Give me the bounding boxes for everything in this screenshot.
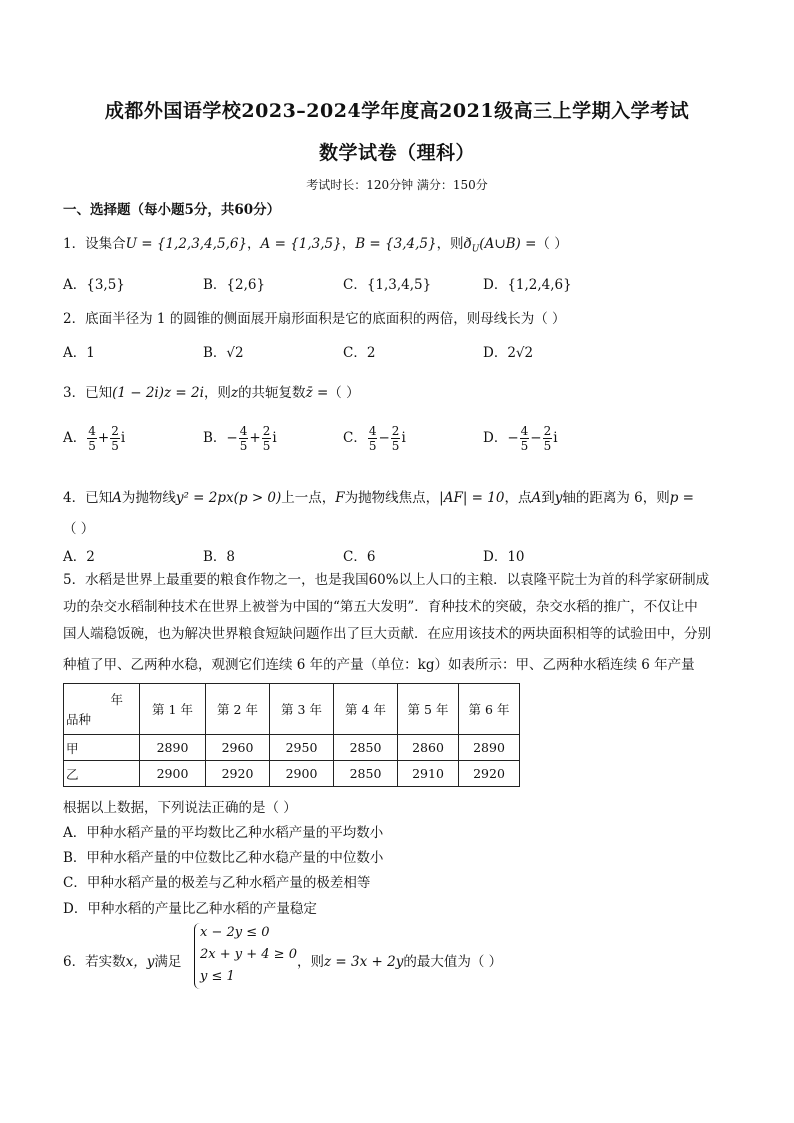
q4-option-b: B．8 bbox=[203, 549, 236, 565]
q1-complement: ð bbox=[463, 236, 472, 252]
q6-then: ，则 bbox=[297, 954, 324, 970]
num: 4 bbox=[239, 424, 248, 438]
table-cell: 2850 bbox=[334, 735, 398, 761]
constraint-3: y ≤ 1 bbox=[200, 969, 235, 984]
q4-blank: （ ） bbox=[63, 521, 95, 537]
question-4 bbox=[63, 486, 694, 506]
question-2: 2．底面半径为 1 的圆锥的侧面展开扇形面积是它的底面积的两倍，则母线长为（ ） bbox=[63, 311, 566, 327]
yield-table bbox=[63, 683, 520, 787]
q4-focus: F bbox=[335, 490, 345, 506]
table-header: 第 4 年 bbox=[334, 684, 398, 735]
table-row bbox=[64, 735, 520, 761]
q3-option-a bbox=[63, 424, 125, 453]
q1-text: 1．设集合 bbox=[63, 236, 126, 252]
table-cell: 2910 bbox=[398, 761, 459, 787]
q6-satisfy: 满足 bbox=[154, 954, 182, 970]
constraint-2: 2x + y + 4 ≥ 0 bbox=[200, 947, 297, 962]
q5-option-d: D．甲种水稻的产量比乙种水稻的产量稳定 bbox=[63, 901, 317, 917]
num: 4 bbox=[368, 424, 377, 438]
q3-a-i: i bbox=[120, 430, 126, 446]
q3-d-frac1 bbox=[520, 424, 530, 453]
q5-line-1: 5．水稻是世界上最重要的粮食作物之一，也是我国60%以上人口的主粮．以袁隆平院士为首的科学家研制成 bbox=[63, 572, 710, 588]
q3-option-c bbox=[343, 424, 406, 453]
q1-option-d: D．{1,2,4,6} bbox=[483, 277, 572, 293]
den: 5 bbox=[391, 439, 400, 453]
q3-conjugate: z̄ = bbox=[305, 385, 329, 401]
q1-set-u: U = {1,2,3,4,5,6} bbox=[125, 236, 248, 252]
q4-p: p = bbox=[669, 490, 694, 506]
q1-set-a: A = {1,3,5} bbox=[260, 236, 342, 252]
q5-line-3: 国人端稳饭碗，也为解决世界粮食短缺问题作出了巨大贡献．在应用该技术的两块面积相等的试验田中，分别 bbox=[63, 626, 711, 642]
den: 5 bbox=[262, 439, 271, 453]
table-cell: 2890 bbox=[140, 735, 206, 761]
table-cell: 2860 bbox=[398, 735, 459, 761]
q4-text4: 为抛物线焦点， bbox=[344, 490, 440, 506]
question-6 bbox=[63, 950, 181, 970]
section-heading: 一、选择题（每小题5分，共60分） bbox=[63, 202, 281, 218]
q3-d-frac2 bbox=[543, 424, 553, 453]
table-header: 第 2 年 bbox=[206, 684, 270, 735]
q5-line-4: 种植了甲、乙两种水稳，观测它们连续 6 年的产量（单位：kg）如表所示：甲、乙两种水稻连续 6 年产量 bbox=[63, 657, 695, 673]
q3-blank: （ ） bbox=[328, 385, 360, 401]
table-header: 第 6 年 bbox=[459, 684, 520, 735]
table-cell: 2890 bbox=[459, 735, 520, 761]
num: 2 bbox=[111, 424, 119, 438]
q5-option-c: C．甲种水稻产量的极差与乙种水稻产量的极差相等 bbox=[63, 875, 371, 891]
q5-option-b: B．甲种水稻产量的中位数比乙种水稳产量的中位数小 bbox=[63, 850, 384, 866]
den: 5 bbox=[543, 439, 552, 453]
den: 5 bbox=[368, 439, 377, 453]
den: 5 bbox=[239, 439, 248, 453]
num: 4 bbox=[88, 424, 96, 438]
q4-parabola: y² = 2px(p > 0) bbox=[175, 490, 282, 506]
q3-d-i: i bbox=[553, 430, 558, 446]
q5-line-2: 功的杂交水稻制种技术在世界上被誉为中国的“第五大发明”．育种技术的突破，杂交水稻的推广，不仅让中 bbox=[63, 599, 698, 615]
q3-equation: (1 − 2i)z = 2i bbox=[112, 385, 204, 401]
row-label: 乙 bbox=[64, 761, 140, 787]
q3-z: z bbox=[230, 385, 239, 401]
table-corner bbox=[64, 684, 140, 735]
exam-title-line1: 成都外国语学校2023–2024学年度高2021级高三上学期入学考试 bbox=[104, 100, 690, 122]
table-row bbox=[64, 761, 520, 787]
q3-a-label: A． bbox=[63, 430, 87, 446]
q4-distance: |AF| = 10 bbox=[439, 490, 505, 506]
den: 5 bbox=[111, 439, 119, 453]
table-cell: 2950 bbox=[270, 735, 334, 761]
table-cell: 2920 bbox=[206, 761, 270, 787]
table-cell: 2850 bbox=[334, 761, 398, 787]
q4-text3: 上一点， bbox=[281, 490, 336, 506]
q1-set-b: B = {3,4,5} bbox=[355, 236, 437, 252]
q5-option-a: A．甲种水稻产量的平均数比乙种水稻产量的平均数小 bbox=[63, 825, 384, 841]
q3-text: 3．已知 bbox=[63, 385, 113, 401]
q3-a-frac1 bbox=[87, 424, 97, 453]
q4-text7: 轴的距离为 6，则 bbox=[562, 490, 670, 506]
q1-sep: ， bbox=[247, 236, 261, 252]
table-header: 第 1 年 bbox=[140, 684, 206, 735]
question-3 bbox=[63, 381, 360, 401]
q3-b-sign: − bbox=[226, 430, 238, 446]
table-header: 第 5 年 bbox=[398, 684, 459, 735]
q1-option-c: C．{1,3,4,5} bbox=[343, 277, 432, 293]
q3-d-label: D． bbox=[483, 430, 508, 446]
exam-title-line2: 数学试卷（理科） bbox=[318, 142, 475, 164]
q3-a-op: + bbox=[97, 430, 110, 446]
q1-blank: （ ） bbox=[536, 236, 568, 252]
q6-blank: 的最大值为（ ） bbox=[403, 954, 503, 970]
q3-option-d bbox=[483, 424, 558, 453]
q2-option-d: D．2√2 bbox=[483, 345, 534, 361]
q4-option-a: A．2 bbox=[63, 549, 95, 565]
q3-c-label: C． bbox=[343, 430, 367, 446]
q1-sep2: ， bbox=[341, 236, 356, 252]
q1-then: ，则 bbox=[436, 236, 464, 252]
q1-option-b: B．{2,6} bbox=[203, 277, 266, 293]
q3-c-frac1 bbox=[368, 424, 378, 453]
q1-option-a: A．{3,5} bbox=[63, 277, 125, 293]
q2-option-b: B．√2 bbox=[203, 345, 244, 361]
table-header-row bbox=[64, 684, 520, 735]
q4-text: 4．已知 bbox=[63, 490, 113, 506]
q2-option-a: A．1 bbox=[63, 345, 95, 361]
table-cell: 2900 bbox=[140, 761, 206, 787]
q3-b-frac1 bbox=[239, 424, 249, 453]
num: 2 bbox=[391, 424, 400, 438]
corner-variety: 品种 bbox=[66, 712, 92, 727]
q6-function: z = 3x + 2y bbox=[324, 954, 404, 970]
table-cell: 2960 bbox=[206, 735, 270, 761]
q1-union: (A∪B) = bbox=[479, 236, 537, 252]
den: 5 bbox=[88, 439, 96, 453]
q4-text2: 为抛物线 bbox=[121, 490, 176, 506]
q6-vars: x，y bbox=[125, 954, 155, 970]
q4-y-axis: y bbox=[554, 490, 563, 506]
num: 2 bbox=[543, 424, 552, 438]
q3-d-sign: − bbox=[507, 430, 519, 446]
question-1 bbox=[63, 232, 568, 255]
q3-c-op: − bbox=[378, 430, 390, 446]
table-cell: 2900 bbox=[270, 761, 334, 787]
q4-text5: ，点 bbox=[504, 490, 532, 506]
q4-point-a2: A bbox=[531, 490, 542, 506]
row-label: 甲 bbox=[64, 735, 140, 761]
q3-a-frac2 bbox=[110, 424, 120, 453]
q1-complement-sub: U bbox=[471, 244, 480, 255]
den: 5 bbox=[520, 439, 529, 453]
q6-objective bbox=[297, 950, 502, 970]
num: 2 bbox=[262, 424, 271, 438]
constraint-1: x − 2y ≤ 0 bbox=[200, 925, 270, 940]
q4-text6: 到 bbox=[541, 490, 555, 506]
q5-prompt: 根据以上数据，下列说法正确的是（ ） bbox=[63, 800, 297, 816]
q3-b-op: + bbox=[249, 430, 261, 446]
q4-point-a: A bbox=[112, 490, 122, 506]
q4-option-d: D．10 bbox=[483, 549, 525, 565]
q6-text: 6．若实数 bbox=[63, 954, 126, 970]
corner-year: 年 bbox=[110, 692, 123, 707]
q3-c-i: i bbox=[401, 430, 406, 446]
q3-then: ，则 bbox=[203, 385, 231, 401]
q3-c-frac2 bbox=[391, 424, 401, 453]
table-header: 第 3 年 bbox=[270, 684, 334, 735]
q3-d-op: − bbox=[530, 430, 542, 446]
q3-b-i: i bbox=[272, 430, 277, 446]
q3-b-label: B． bbox=[203, 430, 227, 446]
exam-info: 考试时长：120分钟 满分：150分 bbox=[306, 178, 488, 192]
q3-option-b bbox=[203, 424, 277, 453]
q2-option-c: C．2 bbox=[343, 345, 376, 361]
q3-conjugate-text: 的共轭复数 bbox=[238, 385, 306, 401]
q4-option-c: C．6 bbox=[343, 549, 376, 565]
table-cell: 2920 bbox=[459, 761, 520, 787]
num: 4 bbox=[520, 424, 529, 438]
q3-b-frac2 bbox=[262, 424, 272, 453]
